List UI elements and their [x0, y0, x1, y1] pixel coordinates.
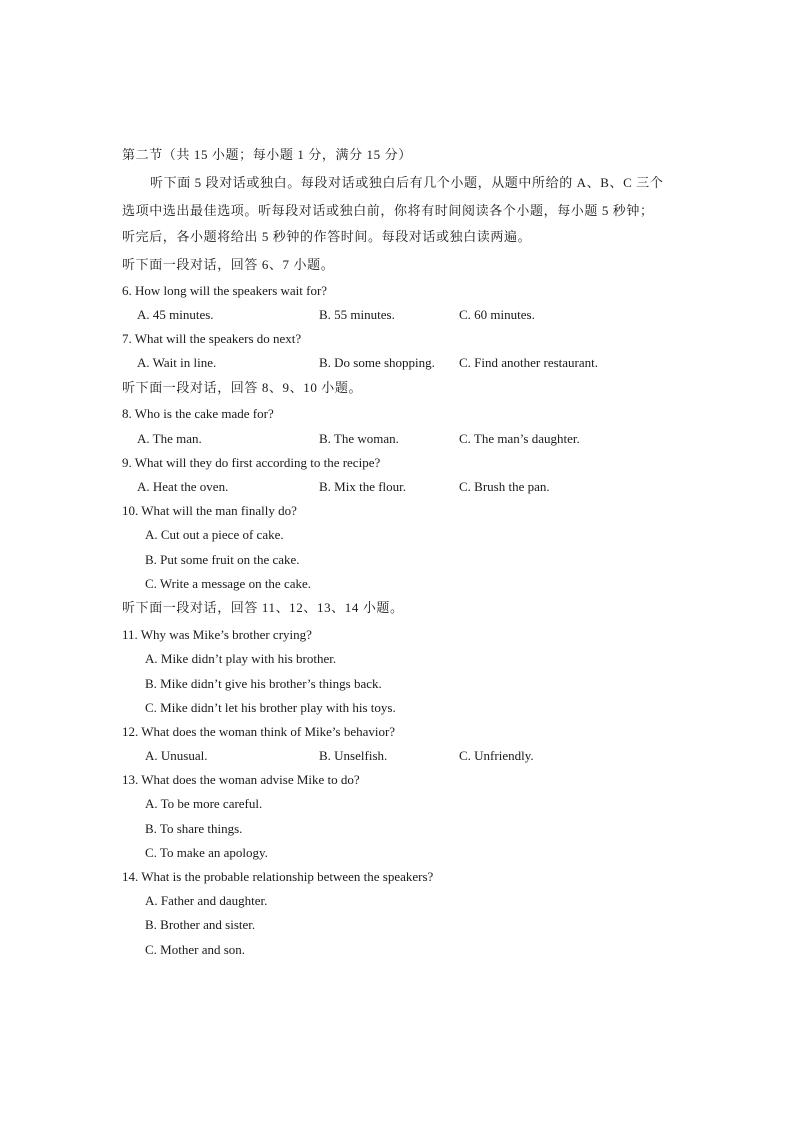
question-7-stem: 7. What will the speakers do next?: [122, 331, 302, 346]
question-7-option-a: A. Wait in line.: [137, 355, 217, 370]
question-13-option-c: C. To make an apology.: [145, 845, 268, 860]
question-10-option-c: C. Write a message on the cake.: [145, 576, 312, 591]
instructions-line-1: 听下面 5 段对话或独白。每段对话或独白后有几个小题，从题中所给的 A、B、C 三个: [150, 175, 664, 190]
question-13-option-a: A. To be more careful.: [145, 796, 263, 811]
group-intro-2: 听下面一段对话，回答 8、9、10 小题。: [122, 380, 363, 395]
group-intro-3: 听下面一段对话，回答 11、12、13、14 小题。: [122, 600, 404, 615]
question-10-option-b: B. Put some fruit on the cake.: [145, 552, 300, 567]
question-12-option-c: C. Unfriendly.: [459, 748, 534, 763]
question-10-option-a: A. Cut out a piece of cake.: [145, 527, 284, 542]
question-7-option-b: B. Do some shopping.: [319, 355, 435, 370]
question-8-stem: 8. Who is the cake made for?: [122, 406, 274, 421]
question-14-stem: 14. What is the probable relationship between the speakers?: [122, 869, 434, 884]
question-7-option-c: C. Find another restaurant.: [459, 355, 598, 370]
question-6-stem: 6. How long will the speakers wait for?: [122, 283, 328, 298]
question-8-option-b: B. The woman.: [319, 431, 399, 446]
group-intro-1: 听下面一段对话，回答 6、7 小题。: [122, 257, 335, 272]
section-heading: 第二节（共 15 小题；每小题 1 分，满分 15 分）: [122, 147, 412, 162]
instructions-line-3: 听完后，各小题将给出 5 秒钟的作答时间。每段对话或独白读两遍。: [122, 229, 532, 244]
question-6-option-b: B. 55 minutes.: [319, 307, 395, 322]
question-13-option-b: B. To share things.: [145, 821, 243, 836]
question-9-option-c: C. Brush the pan.: [459, 479, 550, 494]
question-9-option-a: A. Heat the oven.: [137, 479, 229, 494]
question-11-option-a: A. Mike didn’t play with his brother.: [145, 651, 337, 666]
question-6-option-a: A. 45 minutes.: [137, 307, 214, 322]
question-13-stem: 13. What does the woman advise Mike to do?: [122, 772, 360, 787]
question-9-stem: 9. What will they do first according to the recipe?: [122, 455, 381, 470]
question-9-option-b: B. Mix the flour.: [319, 479, 407, 494]
question-11-option-b: B. Mike didn’t give his brother’s things back.: [145, 676, 382, 691]
question-12-option-b: B. Unselfish.: [319, 748, 388, 763]
question-11-option-c: C. Mike didn’t let his brother play with his toys.: [145, 700, 396, 715]
question-12-option-a: A. Unusual.: [145, 748, 208, 763]
instructions-line-2: 选项中选出最佳选项。听每段对话或独白前，你将有时间阅读各个小题，每小题 5 秒钟；: [122, 203, 654, 218]
question-10-stem: 10. What will the man finally do?: [122, 503, 297, 518]
question-14-option-b: B. Brother and sister.: [145, 917, 256, 932]
question-12-stem: 12. What does the woman think of Mike’s behavior?: [122, 724, 396, 739]
question-14-option-c: C. Mother and son.: [145, 942, 246, 957]
question-14-option-a: A. Father and daughter.: [145, 893, 268, 908]
question-8-option-c: C. The man’s daughter.: [459, 431, 580, 446]
question-8-option-a: A. The man.: [137, 431, 202, 446]
question-6-option-c: C. 60 minutes.: [459, 307, 535, 322]
question-11-stem: 11. Why was Mike’s brother crying?: [122, 627, 312, 642]
